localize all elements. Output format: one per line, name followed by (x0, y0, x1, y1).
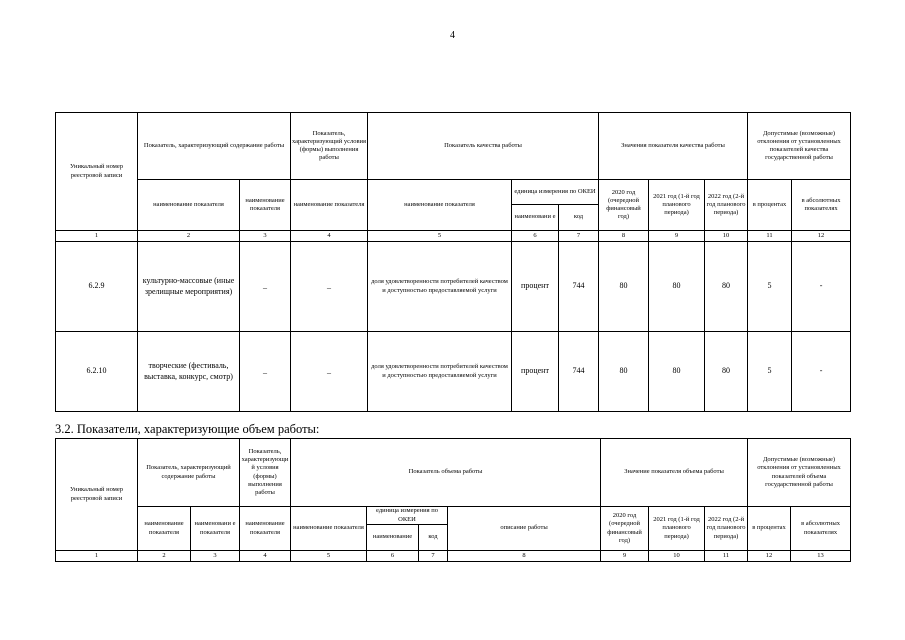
header-okei-code: код (559, 205, 599, 231)
header-name: наименование показателя (291, 180, 368, 231)
section-title: 3.2. Показатели, характеризующие объем работы: (55, 422, 320, 436)
column-number: 11 (705, 551, 748, 562)
registry-number: 6.2.9 (56, 242, 138, 332)
header-content: Показатель, характеризующий содержание работы (138, 439, 240, 507)
value-2022: 80 (705, 332, 748, 412)
column-number: 3 (240, 231, 291, 242)
header-registry: Уникальный номер реестровой записи (56, 439, 138, 551)
column-number: 12 (792, 231, 851, 242)
header-name: наименование показателя (368, 180, 512, 231)
column-number: 8 (448, 551, 601, 562)
header-absolute: в абсолютных показателях (792, 180, 851, 231)
column-number: 13 (791, 551, 851, 562)
header-year-2020: 2020 год (очередной финансовый год) (599, 180, 649, 231)
value-2020: 80 (599, 332, 649, 412)
deviation-percent: 5 (748, 242, 792, 332)
column-number: 9 (649, 231, 705, 242)
header-deviation: Допустимые (возможные) отклонения от установленных показателей объема государственной работы (748, 439, 851, 507)
header-row (56, 507, 851, 525)
header-okei: единица измерения по ОКЕИ (512, 180, 599, 205)
unit-name: процент (512, 242, 559, 332)
header-row (56, 180, 851, 205)
column-number: 6 (512, 231, 559, 242)
deviation-absolute: - (792, 332, 851, 412)
unit-code: 744 (559, 242, 599, 332)
column-number: 5 (368, 231, 512, 242)
column-number: 6 (367, 551, 419, 562)
header-description: описание работы (448, 507, 601, 551)
content-value: _ (240, 332, 291, 412)
header-conditions: Показатель, характеризующий условия (формы) выполнения работы (240, 439, 291, 507)
header-okei: единица измерения по ОКЕИ (367, 507, 448, 525)
column-number: 10 (649, 551, 705, 562)
header-name: наименование показателя (138, 180, 240, 231)
column-number: 7 (559, 231, 599, 242)
header-absolute: в абсолютных показателях (791, 507, 851, 551)
value-2022: 80 (705, 242, 748, 332)
unit-name: процент (512, 332, 559, 412)
header-conditions: Показатель, характеризующий условия (формы) выполнения работы (291, 113, 368, 180)
indicator-name: доля удовлетворенности потребителей качеством и доступностью предоставляемой услуги (368, 242, 512, 332)
header-percent: в процентах (748, 507, 791, 551)
header-year-2022: 2022 год (2-й год планового периода) (705, 507, 748, 551)
column-number: 1 (56, 551, 138, 562)
header-content: Показатель, характеризующий содержание работы (138, 113, 291, 180)
table-row (56, 242, 851, 332)
value-2021: 80 (649, 242, 705, 332)
header-values: Значения показателя качества работы (599, 113, 748, 180)
condition-value: _ (291, 242, 368, 332)
value-2020: 80 (599, 242, 649, 332)
registry-number: 6.2.10 (56, 332, 138, 412)
header-row (56, 113, 851, 180)
header-okei-name: наименование (367, 525, 419, 551)
column-number-row (56, 231, 851, 242)
header-percent: в процентах (748, 180, 792, 231)
header-values: Значение показателя объема работы (601, 439, 748, 507)
unit-code: 744 (559, 332, 599, 412)
quality-indicators-table (55, 112, 851, 412)
table-row (56, 332, 851, 412)
deviation-absolute: - (792, 242, 851, 332)
column-number: 5 (291, 551, 367, 562)
column-number: 4 (291, 231, 368, 242)
header-year-2022: 2022 год (2-й год планового периода) (705, 180, 748, 231)
content-value: творческие (фестиваль, выставка, конкурс, смотр) (138, 332, 240, 412)
page-number: 4 (450, 30, 455, 41)
column-number: 2 (138, 231, 240, 242)
column-number: 4 (240, 551, 291, 562)
column-number: 9 (601, 551, 649, 562)
value-2021: 80 (649, 332, 705, 412)
column-number: 10 (705, 231, 748, 242)
header-row (56, 439, 851, 507)
header-name: наименование показателя (240, 507, 291, 551)
indicator-name: доля удовлетворенности потребителей качеством и доступностью предоставляемой услуги (368, 332, 512, 412)
column-number: 7 (419, 551, 448, 562)
header-okei-name: наименовани е (512, 205, 559, 231)
column-number-row (56, 551, 851, 562)
header-registry: Уникальный номер реестровой записи (56, 113, 138, 231)
content-value: _ (240, 242, 291, 332)
header-year-2021: 2021 год (1-й год планового периода) (649, 180, 705, 231)
header-okei-code: код (419, 525, 448, 551)
column-number: 1 (56, 231, 138, 242)
header-quality: Показатель качества работы (368, 113, 599, 180)
header-year-2021: 2021 год (1-й год планового периода) (649, 507, 705, 551)
column-number: 2 (138, 551, 191, 562)
header-name: наименование показателя (138, 507, 191, 551)
condition-value: _ (291, 332, 368, 412)
header-deviation: Допустимые (возможные) отклонения от установленных показателей качества государственной работы (748, 113, 851, 180)
content-value: культурно-массовые (иные зрелищные мероприятия) (138, 242, 240, 332)
volume-indicators-table (55, 438, 851, 562)
header-name: наименовани е показателя (191, 507, 240, 551)
column-number: 11 (748, 231, 792, 242)
column-number: 12 (748, 551, 791, 562)
deviation-percent: 5 (748, 332, 792, 412)
header-name: наименование показателя (291, 507, 367, 551)
column-number: 3 (191, 551, 240, 562)
header-name: наименование показателя (240, 180, 291, 231)
header-volume: Показатель объема работы (291, 439, 601, 507)
header-year-2020: 2020 год (очередной финансовый год) (601, 507, 649, 551)
column-number: 8 (599, 231, 649, 242)
